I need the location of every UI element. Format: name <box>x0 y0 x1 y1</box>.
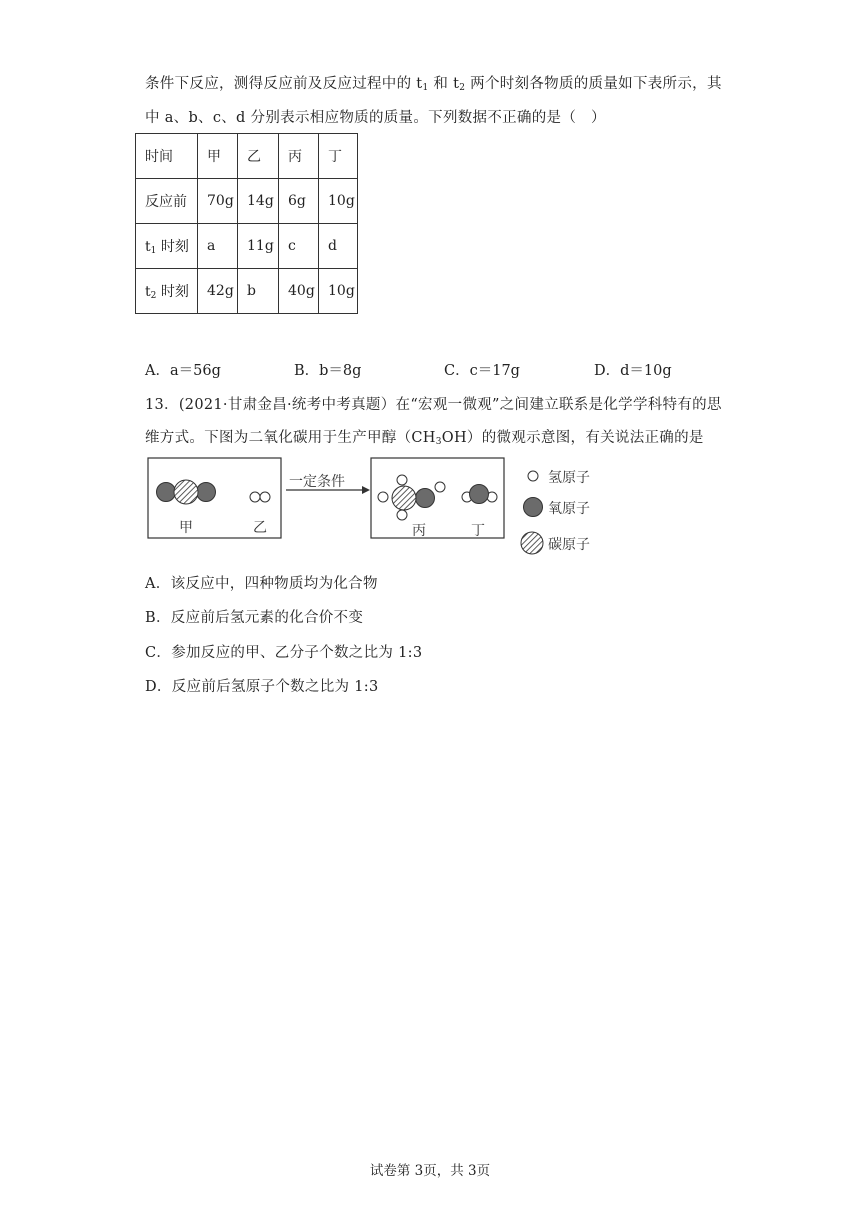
table-cell: $t_2$ 时刻 <box>136 269 198 314</box>
legend-oxygen-symbol <box>524 498 543 517</box>
label-jia: 甲 <box>179 520 193 536</box>
table-cell: 丙 <box>279 134 319 179</box>
legend-oxygen: 氧原子 <box>548 501 590 517</box>
table-row <box>136 179 358 224</box>
hydrogen-atom <box>435 482 445 492</box>
mass-table <box>135 133 358 314</box>
table-row <box>136 134 358 179</box>
table-cell: $t_1$ 时刻 <box>136 224 198 269</box>
arrow-head <box>362 486 370 494</box>
molecule-drawing <box>146 456 606 556</box>
table-cell: 丁 <box>319 134 358 179</box>
table-cell: 甲 <box>198 134 238 179</box>
table-cell: a <box>198 224 238 269</box>
label-yi: 乙 <box>253 520 267 536</box>
arrow-label: 一定条件 <box>289 474 345 490</box>
table-cell: 10g <box>319 269 358 314</box>
q12-stem-line2: 中 a、b、c、d 分别表示相应物质的质量。下列数据不正确的是（ ） <box>145 110 606 126</box>
table-cell: 6g <box>279 179 319 224</box>
q12-option-a: A．a＝56g <box>145 363 221 379</box>
oxygen-atom <box>157 483 176 502</box>
table-cell: b <box>238 269 279 314</box>
oxygen-atom <box>470 485 489 504</box>
table-cell: 14g <box>238 179 279 224</box>
table-cell: 10g <box>319 179 358 224</box>
hydrogen-atom <box>397 510 407 520</box>
q12-stem-line1: 条件下反应，测得反应前及反应过程中的 $t_1$ 和 $t_2$ 两个时刻各物质的质量如下表所示，其 <box>145 76 722 93</box>
table-row <box>136 269 358 314</box>
hydrogen-atom <box>260 492 270 502</box>
oxygen-atom <box>416 489 435 508</box>
q13-option-b: B．反应前后氢元素的化合价不变 <box>145 610 364 626</box>
label-bing: 丙 <box>412 523 426 539</box>
q13-option-d: D．反应前后氢原子个数之比为 1:3 <box>145 679 379 695</box>
hydrogen-atom <box>250 492 260 502</box>
table-cell: 40g <box>279 269 319 314</box>
table-cell: 乙 <box>238 134 279 179</box>
table-cell: 反应前 <box>136 179 198 224</box>
legend-carbon-symbol <box>521 532 543 554</box>
carbon-atom <box>174 480 198 504</box>
oxygen-atom <box>197 483 216 502</box>
label-ding: 丁 <box>471 523 485 539</box>
hydrogen-atom <box>397 475 407 485</box>
carbon-atom <box>392 486 416 510</box>
table-cell: 70g <box>198 179 238 224</box>
table-cell: c <box>279 224 319 269</box>
page-footer: 试卷第 3页，共 3页 <box>369 1163 491 1179</box>
table-cell: 42g <box>198 269 238 314</box>
q12-option-c: C．c＝17g <box>444 363 520 379</box>
q12-option-d: D．d＝10g <box>594 363 672 379</box>
legend-hydrogen-symbol <box>528 471 538 481</box>
q12-option-b: B．b＝8g <box>294 363 362 379</box>
hydrogen-atom <box>378 492 388 502</box>
q13-option-c: C．参加反应的甲、乙分子个数之比为 1:3 <box>145 645 423 661</box>
reaction-diagram <box>146 456 606 556</box>
table-cell: 时间 <box>136 134 198 179</box>
table-row <box>136 224 358 269</box>
q13-stem-line2: 维方式。下图为二氧化碳用于生产甲醇$(CH_3OH)$的微观示意图，有关说法正确的是 <box>145 430 704 447</box>
table-cell: 11g <box>238 224 279 269</box>
legend-hydrogen: 氢原子 <box>548 470 590 486</box>
q13-option-a: A．该反应中，四种物质均为化合物 <box>145 576 378 592</box>
legend-carbon: 碳原子 <box>548 537 590 553</box>
table-cell: d <box>319 224 358 269</box>
q13-stem-line1: 13．(2021·甘肃金昌·统考中考真题）在“宏观一微观”之间建立联系是化学学科特有的思 <box>145 397 722 413</box>
